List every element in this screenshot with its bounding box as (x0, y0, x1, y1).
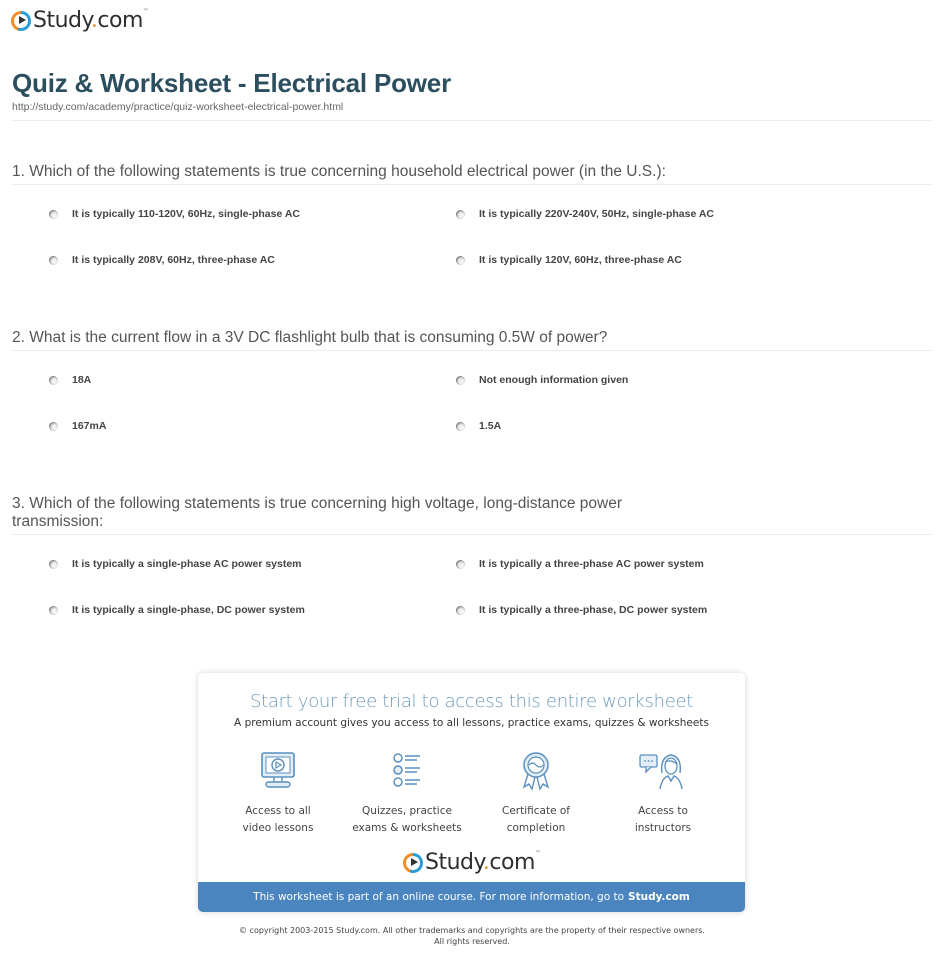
feature-instructors: Access to instructors (603, 751, 723, 837)
answer-option[interactable]: 167mA (49, 420, 106, 432)
copyright-footer: © copyright 2003-2015 Study.com. All other trademarks and copyrights are the property of their respective owners. All rights reserved. (239, 926, 705, 946)
feature-quizzes: Quizzes, practice exams & worksheets (347, 751, 467, 837)
answer-option[interactable]: It is typically a single-phase AC power system (49, 558, 302, 570)
question-2: 2. What is the current flow in a 3V DC flashlight bulb that is consuming 0.5W of power? (12, 329, 608, 346)
study-link[interactable]: Study.com (628, 891, 690, 903)
answer-option[interactable]: 1.5A (456, 420, 501, 432)
page-title: Quiz & Worksheet - Electrical Power (12, 68, 451, 98)
promo-subtitle: A premium account gives you access to all lessons, practice exams, quizzes & worksheets (234, 717, 709, 729)
page-url[interactable]: http://study.com/academy/practice/quiz-worksheet-electrical-power.html (12, 101, 344, 113)
divider (12, 184, 932, 185)
answer-option[interactable]: It is typically a three-phase AC power system (456, 558, 704, 570)
question-1: 1. Which of the following statements is true concerning household electrical power (in the U.S.): (12, 163, 666, 180)
promo-title[interactable]: Start your free trial to access this entire worksheet (249, 691, 694, 712)
radio-button[interactable] (456, 210, 465, 219)
answer-option[interactable]: It is typically 208V, 60Hz, three-phase AC (49, 254, 275, 266)
play-circle-icon (403, 853, 423, 873)
radio-button[interactable] (49, 376, 58, 385)
feature-certificate: Certificate of completion (476, 751, 596, 837)
radio-button[interactable] (49, 256, 58, 265)
answer-option[interactable]: It is typically a three-phase, DC power system (456, 604, 707, 616)
instructor-chat-icon (638, 751, 688, 791)
video-monitor-icon (257, 751, 299, 791)
feature-video-lessons: Access to all video lessons (218, 751, 338, 837)
radio-button[interactable] (456, 606, 465, 615)
radio-button[interactable] (49, 606, 58, 615)
radio-button[interactable] (456, 422, 465, 431)
certificate-ribbon-icon (515, 751, 557, 791)
logo-wordmark: Study.com™ (425, 850, 541, 875)
divider (12, 120, 932, 121)
answer-option[interactable]: It is typically a single-phase, DC power system (49, 604, 305, 616)
answer-option[interactable]: It is typically 120V, 60Hz, three-phase AC (456, 254, 682, 266)
radio-button[interactable] (456, 376, 465, 385)
free-trial-promo[interactable] (198, 673, 745, 912)
question-3: 3. Which of the following statements is true concerning high voltage, long-distance power transmission: (12, 495, 623, 530)
answer-option[interactable]: Not enough information given (456, 374, 628, 386)
course-info-bar: This worksheet is part of an online course. For more information, go to Study.com (198, 882, 745, 912)
quiz-list-icon (386, 751, 428, 791)
radio-button[interactable] (456, 560, 465, 569)
radio-button[interactable] (49, 560, 58, 569)
logo-wordmark: Study.com™ (33, 8, 149, 33)
play-circle-icon (11, 11, 31, 31)
radio-button[interactable] (456, 256, 465, 265)
answer-option[interactable]: It is typically 220V-240V, 50Hz, single-phase AC (456, 208, 714, 220)
answer-option[interactable]: It is typically 110-120V, 60Hz, single-phase AC (49, 208, 300, 220)
divider (12, 350, 932, 351)
study-logo[interactable] (11, 8, 148, 33)
radio-button[interactable] (49, 210, 58, 219)
study-logo-promo[interactable] (403, 850, 540, 875)
divider (12, 534, 932, 535)
answer-option[interactable]: 18A (49, 374, 91, 386)
radio-button[interactable] (49, 422, 58, 431)
